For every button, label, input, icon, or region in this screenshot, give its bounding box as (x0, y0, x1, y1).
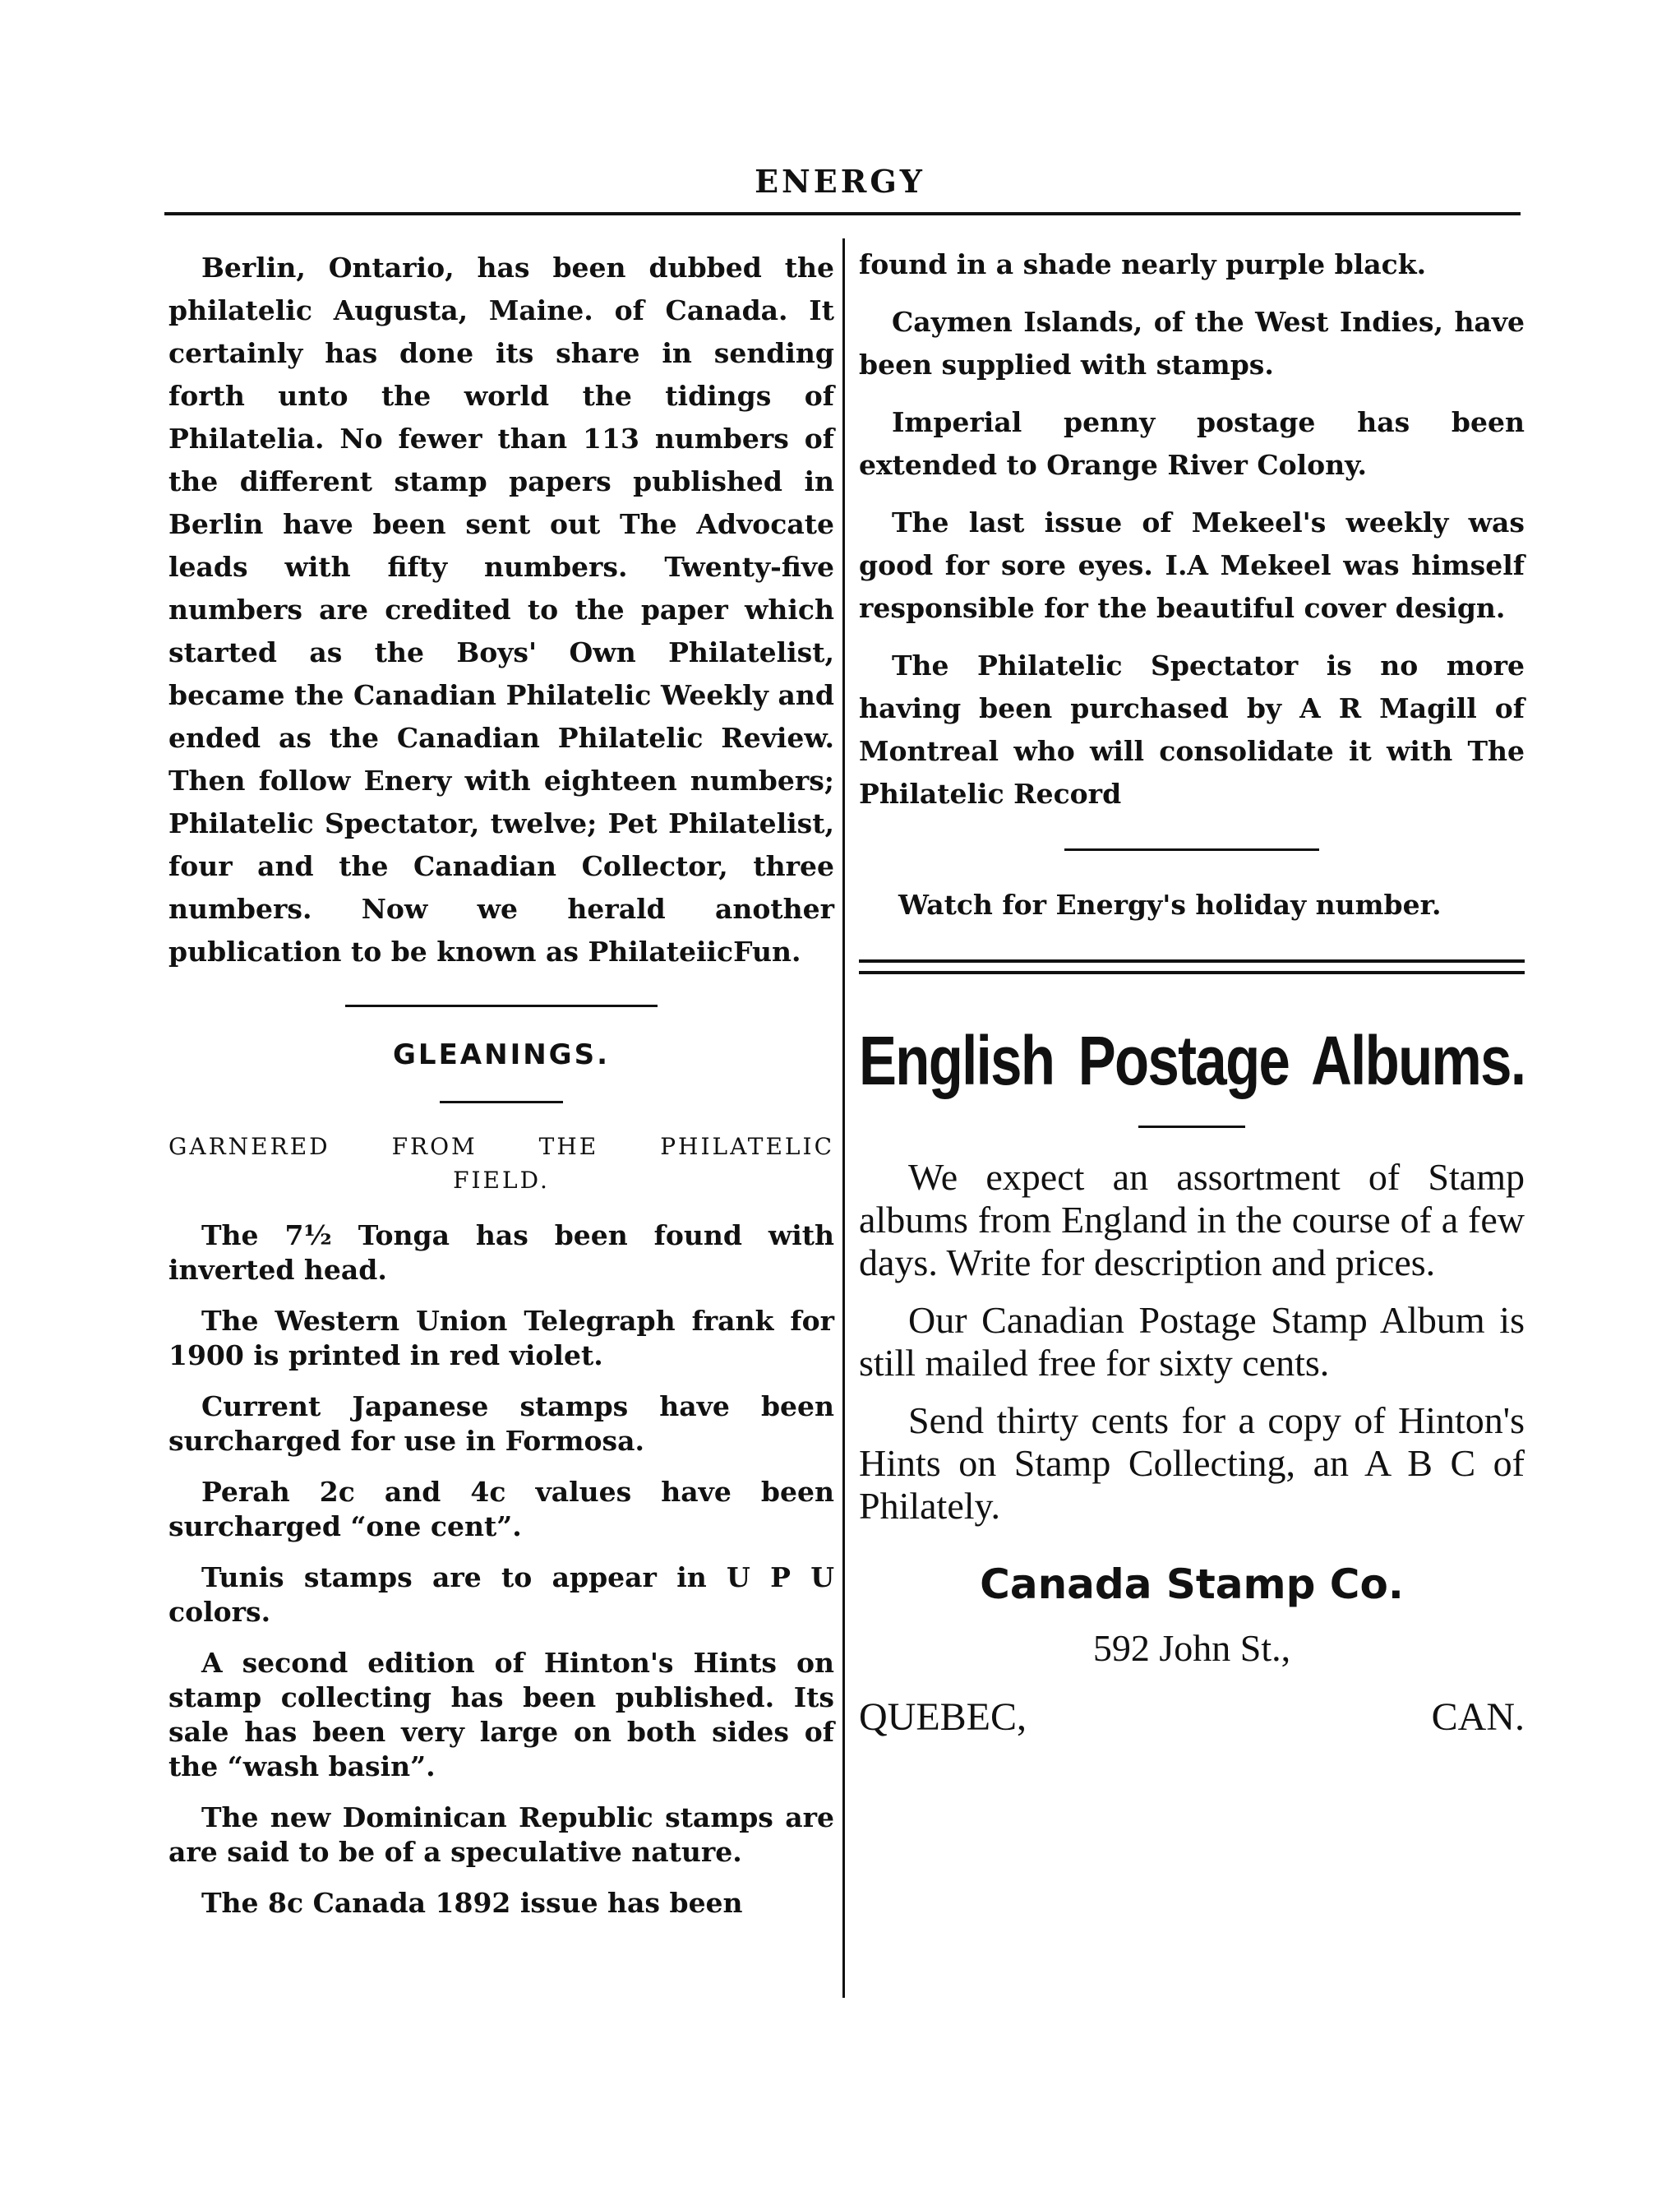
section-heading: GLEANINGS. (393, 1038, 610, 1071)
intro-paragraph: Berlin, Ontario, has been dubbed the philatelic Augusta, Maine. of Canada. It certainly has done its share in sending forth unto the world the tidings of Philatelia. No fewer than 113 numbers of the different stamp papers published in Berlin have been sent out The Advocate leads with fifty numbers. Twenty-five numbers are credited to the paper which started as the Boys' Own Philatelist, became the Canadian Philatelic Weekly and ended as the Canadian Philatelic Review. Then follow Enery with eighteen numbers; Philatelic Spectator, twelve; Pet Philatelist, four and the Canadian Collector, three numbers. Now we herald another publication to be known as PhilateiicFun. (168, 252, 834, 968)
right-column (859, 243, 1525, 1740)
ad-city: QUEBEC, (859, 1695, 1027, 1739)
list-item: Imperial penny postage has been extended to Orange River Colony. (859, 406, 1525, 481)
ad-paragraph: We expect an assortment of Stamp albums from England in the course of a few days. Write for description and prices. (859, 1156, 1525, 1283)
list-item: The 7½ Tonga has been found with inverted head. (168, 1219, 834, 1286)
notice-rule (1064, 848, 1319, 851)
masthead-title: ENERGY (755, 163, 925, 200)
section-rule (345, 1005, 658, 1007)
gleanings-list (168, 1218, 834, 1921)
holiday-notice: Watch for Energy's holiday number. (898, 889, 1442, 921)
ad-body (859, 1156, 1525, 1528)
ad-address: 592 John St., (1092, 1627, 1291, 1669)
advertisement (859, 1015, 1525, 1740)
list-item: The last issue of Mekeel's weekly was good for sore eyes. I.A Mekeel was himself responsible for the beautiful cover design. (859, 506, 1525, 624)
list-item: Caymen Islands, of the West Indies, have been supplied with stamps. (859, 306, 1525, 381)
column-divider (842, 238, 845, 1998)
ad-separator (859, 959, 1525, 974)
ad-company: Canada Stamp Co. (980, 1560, 1404, 1608)
ad-country: CAN. (1431, 1695, 1525, 1739)
list-item: Current Japanese stamps have been surcharged for use in Formosa. (168, 1390, 834, 1457)
list-item: The Western Union Telegraph frank for 1900 is printed in red violet. (168, 1305, 834, 1371)
list-item: Perah 2c and 4c values have been surcharged “one cent”. (168, 1476, 834, 1542)
heading-rule (440, 1101, 563, 1103)
list-item: Tunis stamps are to appear in U P U colors. (168, 1561, 834, 1628)
subheading-line1: GARNERED FROM THE PHILATELIC (168, 1133, 834, 1160)
ad-title: English Postage Albums. (859, 1022, 1525, 1099)
ad-paragraph: Send thirty cents for a copy of Hinton's Hints on Stamp Collecting, an A B C of Philately. (859, 1399, 1525, 1527)
masthead-rule (164, 212, 1521, 215)
ad-city-line (859, 1694, 1525, 1740)
ad-paragraph: Our Canadian Postage Stamp Album is still mailed free for sixty cents. (859, 1299, 1525, 1384)
left-column (168, 247, 834, 1937)
list-item: The 8c Canada 1892 issue has been (201, 1887, 743, 1919)
list-item: found in a shade nearly purple black. (859, 248, 1427, 280)
subheading-line2: FIELD. (453, 1167, 550, 1194)
list-item: The new Dominican Republic stamps are are said to be of a speculative nature. (168, 1801, 834, 1868)
list-item: The Philatelic Spectator is no more having been purchased by A R Magill of Montreal who will consolidate it with The Philatelic Record (859, 649, 1525, 810)
list-item: A second edition of Hinton's Hints on stamp collecting has been published. Its sale has been very large on both sides of the “wash basin”. (168, 1647, 834, 1782)
ad-title-rule (1138, 1126, 1245, 1128)
